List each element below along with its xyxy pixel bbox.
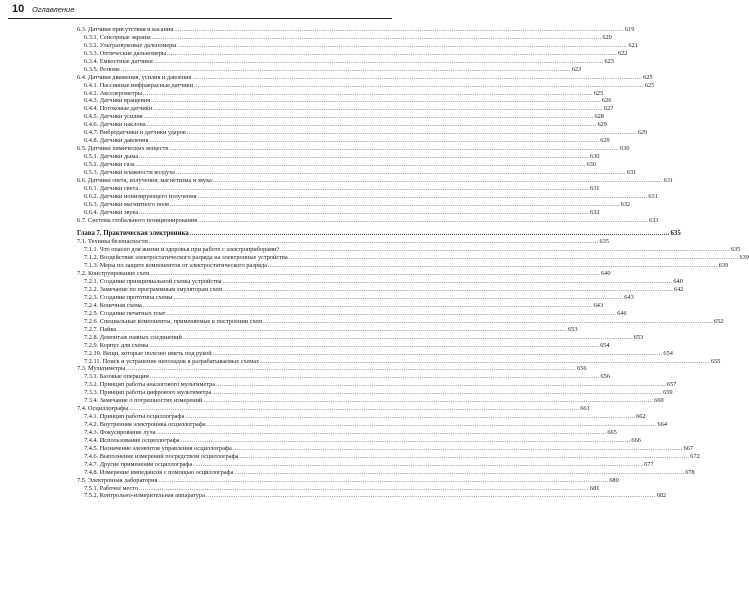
toc-entry	[77, 341, 610, 350]
dot-leader	[149, 137, 599, 145]
toc-entry-page: 623	[604, 57, 614, 65]
toc-entry-title: 6.5.1. Датчики дыма	[84, 153, 139, 160]
dot-leader	[143, 302, 593, 310]
toc-entry-page: 622	[617, 49, 628, 57]
toc-entry-title: 7.4. Осциллографы	[77, 405, 129, 413]
toc-entry-title: 6.5.3. Датчики влажности воздуха	[84, 168, 175, 176]
dot-leader	[152, 34, 602, 42]
toc-entry-title: 7.2.9. Корпус для схемы	[84, 341, 149, 349]
toc-entry	[77, 444, 694, 453]
chapter-heading	[77, 229, 681, 238]
toc-entry-title: 7.2.2. Замечание по программным эмуляторам схем	[84, 286, 223, 294]
toc-entry	[77, 168, 637, 177]
toc-entry	[77, 413, 646, 421]
toc-entry-title: 6.4.7. Вибродатчики и датчики ударов	[84, 129, 186, 137]
dot-leader	[280, 246, 730, 254]
toc-entry	[77, 294, 634, 302]
toc-entry-title: 7.4.7. Другие применения осциллографа	[84, 460, 193, 468]
toc-entry-title: 6.3.5. Резюме	[84, 65, 120, 73]
dot-leader	[121, 66, 571, 74]
toc-entry-title: 7.2.3. Создание прототипа схемы	[84, 294, 173, 301]
toc-entry	[77, 238, 609, 246]
toc-entry	[77, 286, 684, 294]
dot-leader	[263, 318, 713, 326]
toc-entry-page: 655	[710, 357, 721, 365]
toc-entry-title: 6.3. Датчики присутствия и касания	[77, 26, 174, 33]
dot-leader	[183, 334, 633, 342]
dot-leader	[239, 453, 689, 461]
dot-leader	[212, 389, 662, 397]
toc-entry-title: Глава 7. Практическая электроника	[77, 230, 189, 238]
dot-leader	[129, 405, 579, 413]
toc-entry-page: 630	[589, 153, 600, 160]
toc-entry-page: 662	[636, 413, 646, 421]
toc-entry-title: 7.2.6. Специальные компоненты, применяемые в построении схем	[84, 317, 263, 325]
toc-entry-title: 6.3.2. Ультразвуковые дальномеры	[84, 41, 177, 49]
toc-entry-page: 623	[571, 65, 582, 73]
toc-entry	[77, 397, 664, 405]
toc-entry	[77, 81, 655, 90]
dot-leader	[170, 201, 620, 209]
toc-entry-page: 628	[594, 113, 604, 121]
toc-entry-page: 656	[600, 373, 610, 381]
toc-entry	[77, 176, 674, 185]
dot-leader	[213, 177, 663, 185]
toc-entry	[77, 105, 614, 113]
toc-entry-page: 657	[666, 381, 677, 389]
toc-entry	[77, 208, 600, 217]
toc-entry	[77, 137, 610, 145]
dot-leader	[153, 105, 603, 113]
toc-entry	[77, 317, 724, 326]
toc-entry-title: 6.4. Датчики движения, усилия и давления	[77, 73, 192, 81]
toc-entry-page: 656	[577, 365, 587, 373]
toc-entry-page: 639	[718, 262, 729, 270]
toc-entry-title: 7.3.2. Принцип работы аналогового мультиметра	[84, 381, 216, 389]
dot-leader	[143, 90, 593, 98]
dot-leader	[192, 74, 642, 82]
toc-entry-page: 631	[648, 192, 658, 200]
dot-leader	[185, 413, 635, 421]
toc-entry-title: 7.3.3. Принцип работы цифрового мультиметра	[84, 389, 212, 397]
dot-leader	[166, 310, 616, 318]
toc-entry	[77, 278, 683, 286]
toc-entry-title: 7.3.1. Базовые операции	[84, 373, 149, 381]
toc-entry	[77, 184, 600, 193]
toc-entry-title: 7.4.1. Принцип работы осциллографа	[84, 413, 185, 421]
dot-leader	[126, 365, 576, 373]
toc-entry	[77, 49, 628, 58]
toc-entry-title: 7.2.11. Поиск и устранение неполадок в разрабатываемых схемах	[84, 357, 260, 365]
toc-entry-title: 6.6.3. Датчики магнитного поля	[84, 200, 169, 208]
toc-entry-title: 7.4.2. Внутренняя электроника осциллографа	[84, 421, 206, 428]
toc-entry-title: 7.2.8. Демонтаж паяных соединений	[84, 333, 182, 341]
toc-entry	[77, 428, 617, 437]
dot-leader	[149, 238, 599, 246]
toc-entry	[77, 309, 627, 318]
toc-entry	[77, 484, 600, 493]
toc-entry	[77, 121, 607, 129]
toc-entry	[77, 381, 677, 389]
toc-entry-page: 632	[589, 208, 600, 216]
toc-entry-page: 621	[628, 41, 638, 49]
dot-leader	[178, 42, 628, 50]
toc-entry-page: 626	[601, 97, 612, 105]
toc-entry-title: 6.4.2. Акселерометры	[84, 89, 142, 97]
toc-entry-title: 7.1.3. Меры по защите компонентов от электростатического разряда	[84, 262, 267, 270]
page-header	[8, 4, 392, 16]
dot-leader	[174, 26, 624, 34]
toc-entry-page: 652	[713, 317, 724, 325]
toc-entry-page: 629	[597, 121, 607, 129]
toc-entry-title: 6.5. Датчики химических веществ	[77, 145, 169, 153]
toc-entry	[77, 333, 644, 342]
toc-entry-title: 6.4.8. Датчики давления	[84, 137, 149, 145]
toc-entry-page: 654	[600, 341, 610, 349]
toc-entry-title: 7.4.5. Назначение элементов управления осциллографа	[84, 444, 232, 452]
dot-leader	[169, 145, 619, 153]
toc-entry	[77, 26, 635, 34]
toc-entry-page: 625	[644, 81, 655, 89]
toc-entry-title: 6.4.1. Пассивные инфракрасные датчики	[84, 81, 194, 89]
dot-leader	[213, 350, 663, 358]
toc-entry-title: 6.6. Датчики света, излучения, магнетизма и звука	[77, 176, 212, 184]
dot-leader	[206, 492, 656, 500]
dot-leader	[198, 193, 648, 201]
page-number: 10	[12, 3, 25, 15]
dot-leader	[149, 342, 599, 350]
toc-entry	[77, 200, 631, 209]
toc-entry-page: 664	[657, 421, 667, 428]
toc-entry-page: 625	[643, 73, 653, 81]
table-of-contents	[77, 26, 749, 500]
dot-leader	[139, 485, 589, 493]
toc-entry	[77, 160, 596, 169]
dot-leader	[260, 358, 710, 366]
dot-leader	[193, 461, 643, 469]
toc-entry-page: 643	[593, 301, 604, 309]
toc-entry-title: 6.3.4. Емкостные датчики	[84, 57, 153, 65]
toc-entry	[77, 262, 729, 270]
toc-entry-page: 630	[586, 160, 596, 168]
toc-entry-title: 7.3. Мультиметры	[77, 365, 126, 373]
toc-entry-title: 6.5.2. Датчики газа	[84, 160, 135, 168]
page-header-title: Оглавление	[32, 5, 75, 14]
toc-entry-page: 631	[589, 184, 600, 192]
toc-entry-page: 631	[663, 176, 674, 184]
toc-entry-page: 642	[673, 286, 684, 294]
toc-entry-page: 632	[620, 200, 631, 208]
toc-entry	[77, 113, 604, 121]
dot-leader	[139, 153, 589, 161]
header-rule	[8, 18, 392, 19]
toc-entry-page: 635	[599, 238, 609, 246]
dot-leader	[207, 421, 657, 429]
dot-leader	[151, 97, 601, 105]
toc-entry-title: 7.4.3. Фокусирование луча	[84, 428, 156, 436]
toc-entry-title: 6.3.1. Сенсорные экраны	[84, 33, 151, 41]
dot-leader	[190, 229, 670, 238]
toc-entry	[77, 349, 673, 358]
toc-entry-page: 653	[633, 333, 644, 341]
dot-leader	[173, 294, 623, 302]
toc-entry-page: 629	[600, 137, 610, 145]
toc-entry-title: 6.4.4. Потоковые датчики	[84, 105, 153, 113]
dot-leader	[234, 469, 684, 477]
dot-leader	[203, 397, 653, 405]
toc-entry	[77, 129, 648, 137]
toc-entry	[77, 216, 659, 225]
dot-leader	[176, 169, 626, 177]
toc-entry	[77, 97, 612, 105]
toc-entry	[77, 65, 582, 74]
toc-entry-title: 7.2.5. Создание печатных плат	[84, 309, 166, 317]
toc-entry-page: 627	[604, 105, 614, 113]
toc-entry-title: 6.7. Система глобального позиционирования	[77, 216, 198, 224]
toc-entry-page: 635	[670, 230, 681, 238]
toc-entry	[77, 365, 587, 373]
dot-leader	[136, 161, 586, 169]
toc-entry-title: 7.3.4. Замечание о погрешностях измерений	[84, 397, 203, 405]
toc-entry-page: 666	[631, 436, 641, 444]
toc-entry-title: 7.5.2. Контрольно-измерительная аппаратура	[84, 492, 205, 500]
toc-entry-title: 7.1.1. Что опасно для жизни и здоровья при работе с электроприборами?	[84, 246, 280, 254]
dot-leader	[139, 185, 589, 193]
toc-entry	[77, 389, 673, 397]
toc-entry-page: 665	[607, 428, 617, 436]
toc-entry	[77, 373, 610, 381]
toc-entry-page: 620	[602, 33, 612, 41]
toc-entry-title: 7.4.4. Использование осциллографа	[84, 436, 180, 444]
dot-leader	[268, 262, 718, 270]
toc-entry-title: 6.4.6. Датчики наклона	[84, 121, 146, 129]
dot-leader	[233, 445, 683, 453]
dot-leader	[144, 113, 594, 121]
toc-entry	[77, 357, 721, 366]
toc-entry-title: 7.5.1. Рабочее место	[84, 484, 139, 492]
toc-entry	[77, 460, 654, 469]
toc-entry-page: 672	[690, 452, 700, 460]
toc-entry-page: 643	[624, 294, 634, 301]
dot-leader	[150, 270, 600, 278]
dot-leader	[187, 129, 637, 137]
toc-entry-page: 682	[656, 492, 667, 500]
toc-entry	[77, 421, 667, 429]
toc-entry-title: 7.1.2. Воздействие электростатического разряда на электронные устройства	[84, 254, 288, 262]
toc-entry-title: 7.2.1. Создание принципиальной схемы устройства	[84, 278, 222, 286]
toc-entry-page: 661	[580, 405, 590, 413]
toc-entry-page: 680	[609, 476, 619, 484]
toc-entry-title: 7.2.4. Конечная схема	[84, 301, 142, 309]
toc-entry-page: 659	[663, 389, 673, 397]
toc-entry	[77, 153, 600, 161]
dot-leader	[216, 381, 666, 389]
toc-entry	[77, 73, 653, 82]
toc-entry-title: 7.2. Конструирование схем	[77, 270, 150, 278]
dot-leader	[117, 326, 567, 334]
dot-leader	[139, 209, 589, 217]
toc-entry-page: 633	[648, 216, 659, 224]
dot-leader	[198, 217, 648, 225]
toc-entry	[77, 468, 695, 477]
dot-leader	[150, 373, 600, 381]
toc-entry	[77, 192, 658, 201]
toc-entry-title: 6.6.4. Датчики звука	[84, 208, 139, 216]
toc-entry	[77, 57, 614, 66]
toc-entry-title: 7.2.10. Вещи, которые полезно иметь под рукой	[84, 349, 212, 357]
toc-entry	[77, 476, 619, 485]
toc-entry	[77, 325, 578, 334]
dot-leader	[158, 477, 608, 485]
toc-entry-title: 7.2.7. Пайка	[84, 325, 117, 333]
toc-entry-page: 639	[739, 254, 749, 262]
toc-entry-page: 629	[637, 129, 648, 137]
toc-entry-title: 7.1. Техника безопасности	[77, 238, 148, 246]
toc-entry-page: 625	[593, 89, 604, 97]
toc-entry-page: 630	[620, 145, 630, 153]
toc-entry	[77, 270, 611, 278]
toc-entry-page: 667	[683, 444, 694, 452]
toc-entry	[77, 492, 667, 500]
toc-entry	[77, 452, 700, 461]
toc-entry-page: 631	[626, 168, 637, 176]
toc-entry	[77, 436, 641, 445]
toc-entry-title: 7.4.8. Измерение импедансов с помощью осциллографа	[84, 468, 234, 476]
toc-entry-page: 654	[663, 349, 673, 357]
toc-entry-page: 619	[625, 26, 635, 33]
toc-entry-page: 677	[644, 460, 654, 468]
toc-entry-title: 6.6.1. Датчики света	[84, 184, 139, 192]
dot-leader	[154, 58, 604, 66]
dot-leader	[194, 82, 644, 90]
dot-leader	[181, 437, 631, 445]
toc-entry-page: 640	[601, 270, 611, 278]
toc-entry-page: 678	[685, 468, 695, 476]
toc-entry-page: 635	[731, 246, 741, 254]
toc-entry-title: 6.6.2. Датчики ионизирующего излучения	[84, 192, 197, 200]
toc-entry-page: 640	[673, 278, 683, 286]
toc-entry	[77, 33, 612, 42]
toc-entry	[77, 41, 638, 50]
dot-leader	[167, 50, 617, 58]
toc-entry	[77, 301, 604, 310]
toc-entry-title: 6.4.5. Датчики усилия	[84, 113, 143, 121]
toc-entry-title: 6.4.3. Датчики вращения	[84, 97, 151, 105]
toc-entry-title: 6.3.3. Оптические дальномеры	[84, 49, 167, 57]
toc-entry	[77, 89, 604, 98]
toc-entry-title: 7.4.6. Выполнение измерений посредством осциллографа	[84, 452, 239, 460]
toc-entry-title: 7.5. Электронная лаборатория	[77, 476, 158, 484]
toc-entry-page: 681	[589, 484, 600, 492]
dot-leader	[147, 121, 597, 129]
dot-leader	[223, 278, 673, 286]
dot-leader	[289, 254, 739, 262]
toc-entry-page: 646	[617, 309, 627, 317]
dot-leader	[223, 286, 673, 294]
toc-entry	[77, 254, 749, 262]
toc-entry	[77, 405, 590, 413]
dot-leader	[157, 429, 607, 437]
toc-entry-page: 653	[568, 325, 578, 333]
toc-entry	[77, 246, 741, 254]
toc-entry-page: 660	[654, 397, 664, 405]
toc-entry	[77, 145, 630, 153]
